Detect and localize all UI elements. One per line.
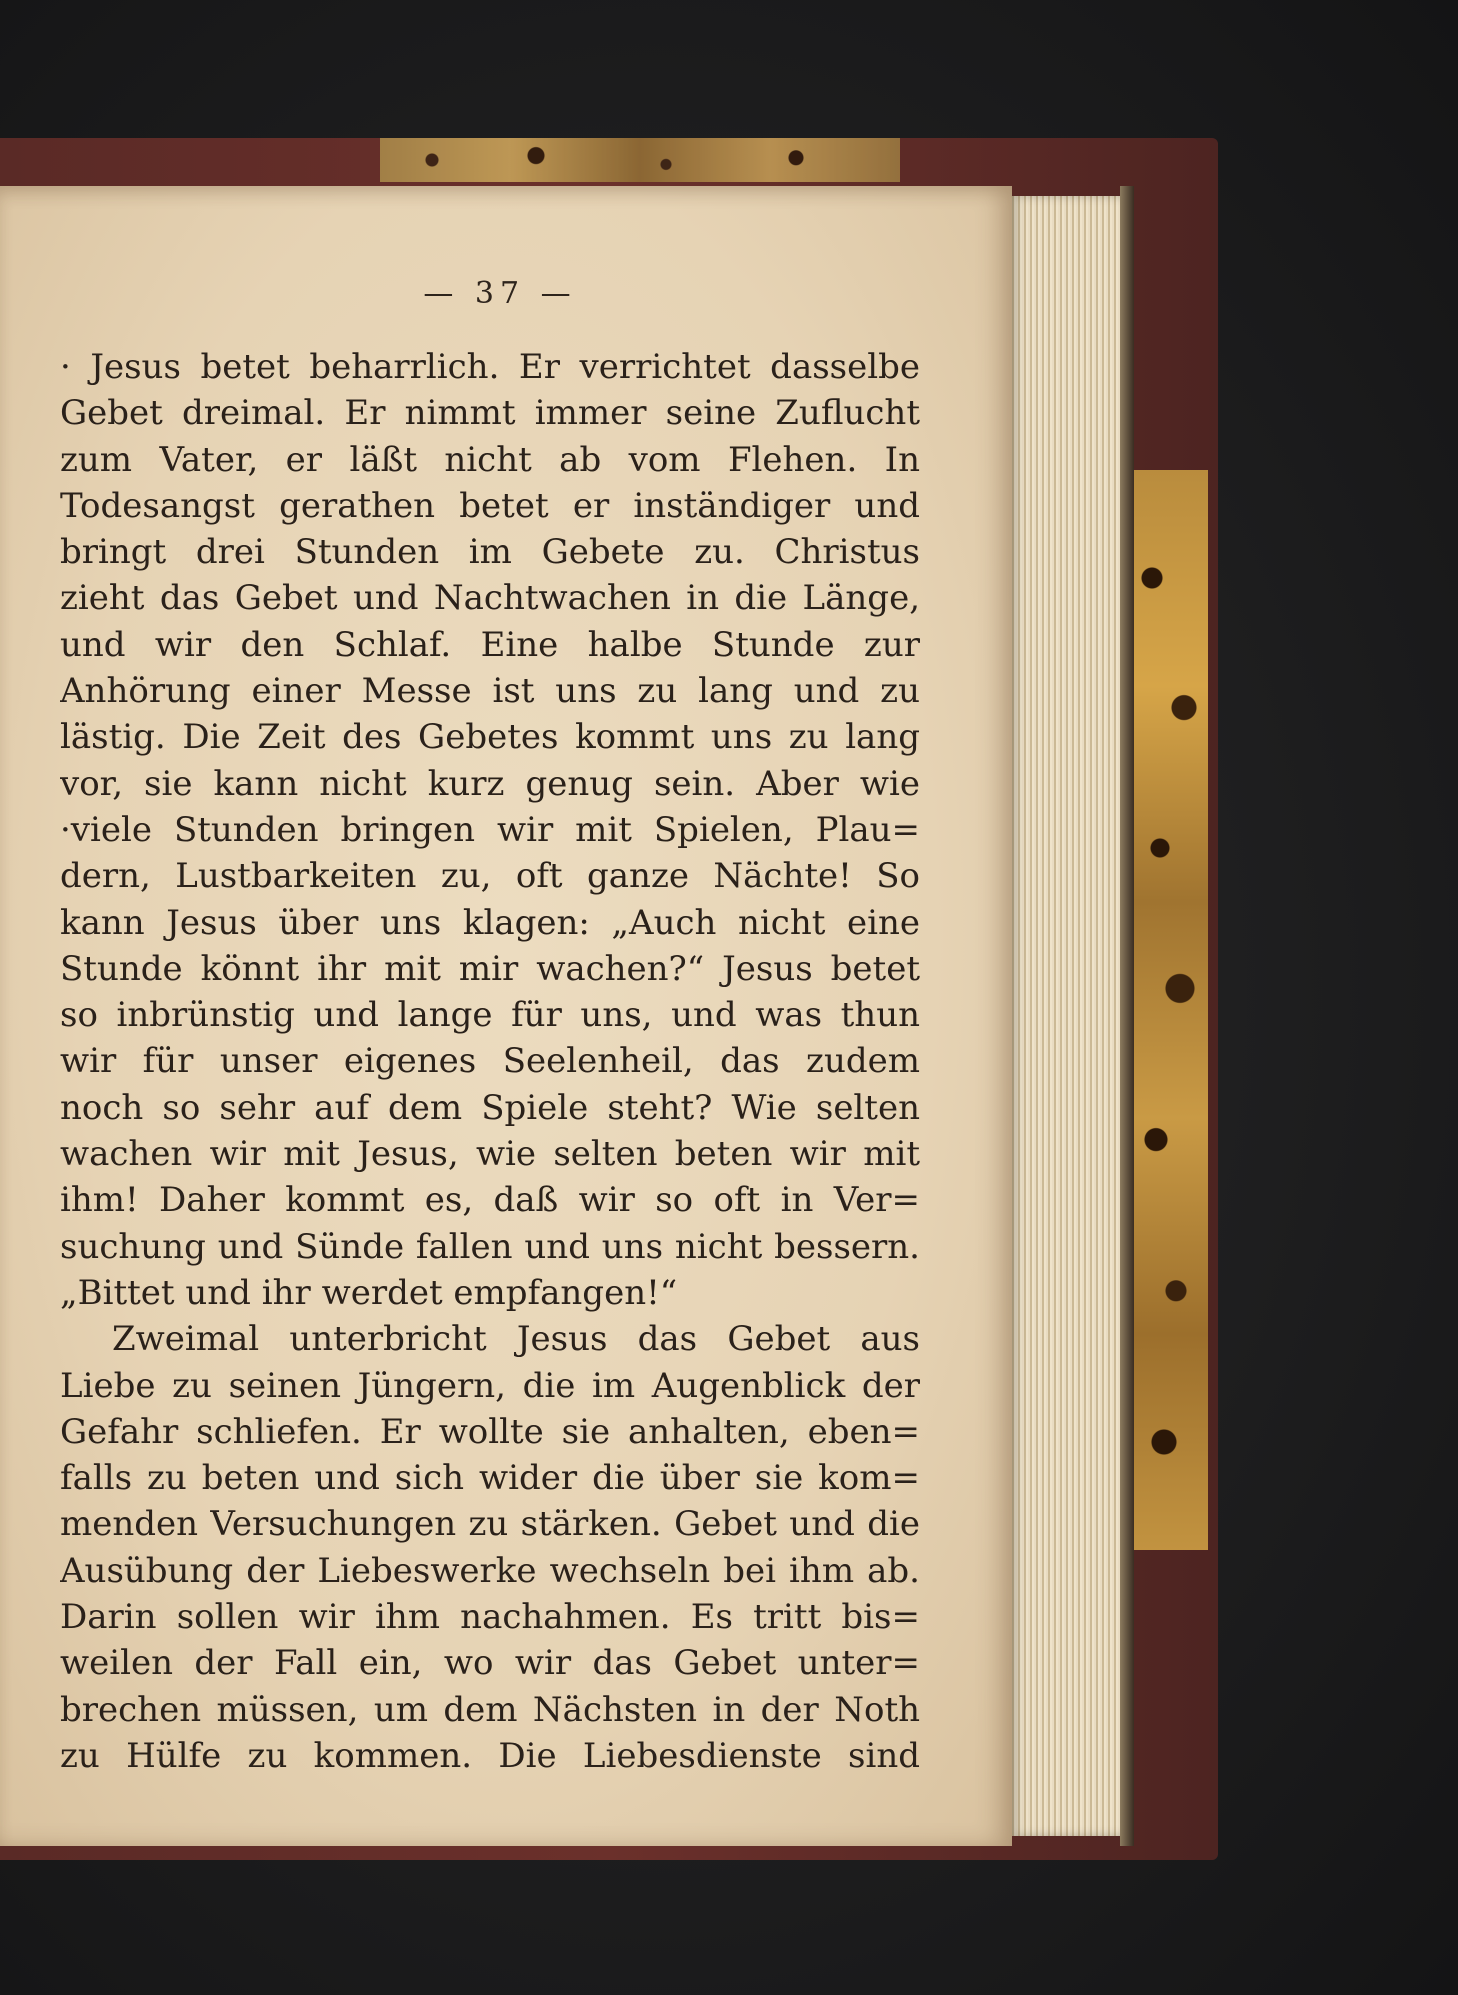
text-line: brechen müssen, um dem Nächsten in der Noth <box>60 1689 920 1730</box>
text-line: Gebet dreimal. Er nimmt immer seine Zuflucht <box>60 393 920 434</box>
text-line: bringt drei Stunden im Gebete zu. Christus <box>60 532 920 573</box>
page-edge-shadow <box>1120 186 1134 1846</box>
text-line: lästig. Die Zeit des Gebetes kommt uns zu lang <box>60 717 920 758</box>
text-line: vor, sie kann nicht kurz genug sein. Aber wie <box>60 763 920 804</box>
text-line: „Bittet und ihr werdet empfangen!“ <box>60 1272 678 1313</box>
text-line: ·viele Stunden bringen wir mit Spielen, Plau= <box>60 809 920 850</box>
text-line: Anhörung einer Messe ist uns zu lang und zu <box>60 671 920 712</box>
text-line: · Jesus betet beharrlich. Er verrichtet dasselbe <box>60 347 920 387</box>
text-line: Ausübung der Liebeswerke wechseln bei ihm ab. <box>60 1550 920 1591</box>
text-line: Darin sollen wir ihm nachahmen. Es tritt bis= <box>60 1597 920 1638</box>
text-line: Stunde könnt ihr mit mir wachen?“ Jesus betet <box>60 948 920 989</box>
text-line: so inbrünstig und lange für uns, und was thun <box>60 995 920 1036</box>
text-line: zieht das Gebet und Nachtwachen in die Länge, <box>60 578 920 619</box>
text-line: wachen wir mit Jesus, wie selten beten wir mit <box>60 1134 920 1175</box>
page-edges <box>1010 196 1128 1836</box>
text-line: zu Hülfe zu kommen. Die Liebesdienste sind <box>60 1735 920 1776</box>
text-line: ihm! Daher kommt es, daß wir so oft in Ver= <box>60 1180 920 1221</box>
text-line: kann Jesus über uns klagen: „Auch nicht eine <box>60 902 920 943</box>
text-line: falls zu beten und sich wider die über sie kom= <box>60 1458 920 1499</box>
text-line: und wir den Schlaf. Eine halbe Stunde zur <box>60 624 920 665</box>
text-line: zum Vater, er läßt nicht ab vom Flehen. In <box>60 439 920 480</box>
marbled-endpaper-top <box>380 138 900 182</box>
text-line: suchung und Sünde fallen und uns nicht bessern. <box>60 1226 920 1267</box>
page-number: — 37 — <box>423 276 577 311</box>
text-line: dern, Lustbarkeiten zu, oft ganze Nächte! So <box>60 856 920 897</box>
text-line: noch so sehr auf dem Spiele steht? Wie selten <box>60 1087 920 1128</box>
text-line: Zweimal unterbricht Jesus das Gebet aus <box>112 1319 920 1360</box>
text-line: weilen der Fall ein, wo wir das Gebet unter= <box>60 1643 920 1684</box>
text-line: wir für unser eigenes Seelenheil, das zudem <box>60 1041 920 1082</box>
marbled-endpaper-right <box>1128 470 1208 1550</box>
text-line: Liebe zu seinen Jüngern, die im Augenblick der <box>60 1365 920 1406</box>
text-line: menden Versuchungen zu stärken. Gebet und die <box>60 1504 920 1545</box>
text-line: Gefahr schliefen. Er wollte sie anhalten, eben= <box>60 1411 920 1452</box>
page-text <box>60 344 920 1779</box>
text-line: Todesangst gerathen betet er inständiger und <box>60 485 920 526</box>
